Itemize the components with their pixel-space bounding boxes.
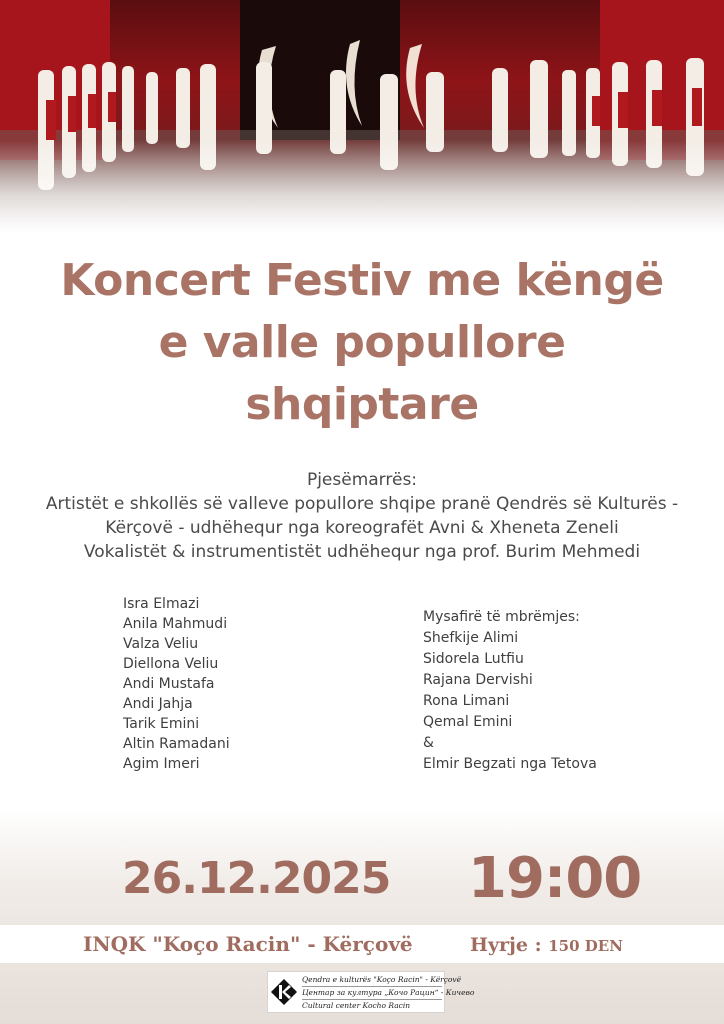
performer-name: Anila Mahmudi bbox=[123, 616, 228, 632]
entry-fee bbox=[470, 932, 623, 959]
guest-name: Rona Limani bbox=[423, 693, 510, 709]
guest-name: Shefkije Alimi bbox=[423, 630, 519, 646]
performer-name: Andi Jahja bbox=[123, 696, 193, 712]
title-line: Koncert Festiv me këngë bbox=[60, 255, 664, 306]
guest-name: Elmir Begzati nga Tetova bbox=[423, 756, 597, 772]
event-title bbox=[20, 250, 704, 436]
performer-name: Diellona Veliu bbox=[123, 656, 219, 672]
performer-name: Andi Mustafa bbox=[123, 676, 215, 692]
logo-line: Центар за култура „Кочо Рацин“ - Кичево bbox=[302, 987, 442, 1000]
header-photo bbox=[0, 0, 724, 232]
entry-label: Hyrje : bbox=[470, 934, 549, 956]
guest-name: Sidorela Lutfiu bbox=[423, 651, 524, 667]
participants-line: Artistët e shkollës së valleve popullore shqipe pranë Qendrës së Kulturës - bbox=[45, 494, 679, 514]
logo-text bbox=[302, 974, 475, 1012]
entry-price: 150 DEN bbox=[548, 937, 623, 955]
participants-heading: Pjesëmarrës: bbox=[306, 470, 418, 490]
guests-heading: Mysafirë të mbrëmjes: bbox=[423, 609, 580, 625]
event-venue: INQK "Koço Racin" - Kërçovë bbox=[83, 932, 413, 956]
performers-list bbox=[123, 594, 230, 774]
logo-line: Cultural center Kocho Racin bbox=[302, 1001, 411, 1010]
guest-name: & bbox=[423, 735, 434, 751]
logo-line: Qendra e kulturës "Koço Racin" - Kërçovë bbox=[302, 974, 442, 987]
participants-block bbox=[10, 468, 714, 564]
photo-fade bbox=[0, 140, 724, 232]
performer-name: Altin Ramadani bbox=[123, 736, 230, 752]
participants-line: Vokalistët & instrumentistët udhëhequr nga prof. Burim Mehmedi bbox=[83, 542, 641, 562]
cultural-center-logo bbox=[267, 971, 475, 1013]
guest-name: Qemal Emini bbox=[423, 714, 513, 730]
event-time: 19:00 bbox=[468, 846, 642, 911]
performer-name: Tarik Emini bbox=[123, 716, 200, 732]
event-date: 26.12.2025 bbox=[122, 853, 391, 904]
participants-line: Kërçovë - udhëhequr nga koreografët Avni & Xheneta Zeneli bbox=[105, 518, 619, 538]
title-line: e valle popullore bbox=[158, 317, 566, 368]
performer-name: Agim Imeri bbox=[123, 756, 200, 772]
performer-name: Isra Elmazi bbox=[123, 596, 200, 612]
performer-name: Valza Veliu bbox=[123, 636, 199, 652]
guest-name: Rajana Dervishi bbox=[423, 672, 533, 688]
guests-list bbox=[423, 607, 597, 775]
title-line: shqiptare bbox=[245, 379, 479, 430]
k-logo-icon bbox=[271, 979, 297, 1005]
